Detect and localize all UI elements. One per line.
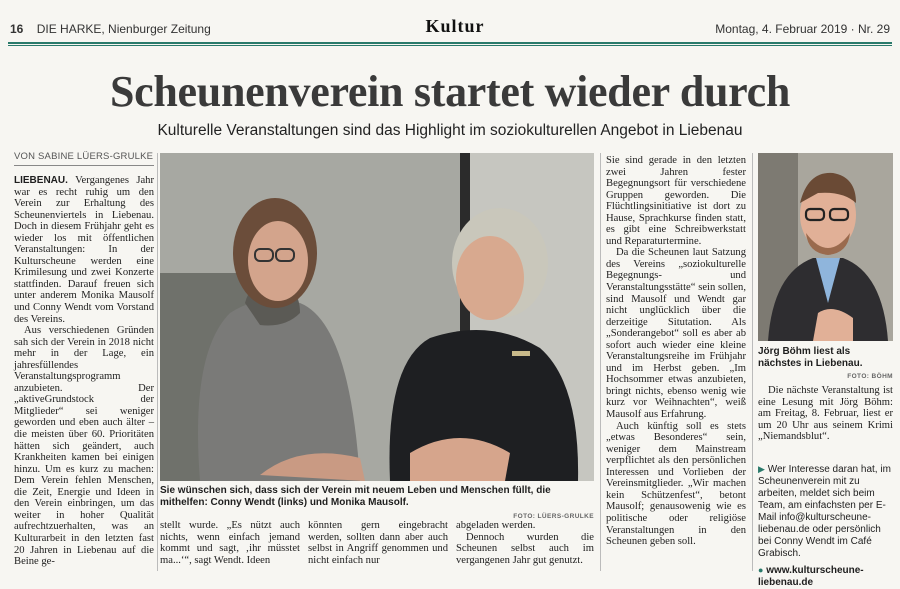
column-divider (157, 153, 158, 571)
dateline: LIEBENAU. (14, 175, 68, 186)
column-3b-text-1: abgeladen werden. (456, 520, 536, 531)
article-headline: Scheunenverein startet wieder durch (109, 67, 790, 116)
portrait-illustration (758, 153, 893, 341)
info-text: Wer Interesse daran hat, im Scheunenverein mit zu arbeiten, meldet sich beim Team, am einfachsten per E-Mail info@kulturscheune-liebenau.de oder persönlich bei Conny Wendt im Café Grabisch. (758, 464, 891, 559)
portrait-caption (758, 346, 893, 383)
newspaper-subtitle: Nienburger Zeitung (104, 22, 211, 36)
article-column-3b (456, 520, 594, 566)
arrow-right-icon: ▶ (758, 464, 765, 474)
article-column-4 (606, 155, 746, 548)
column-5-paragraph-1: Die nächste Veranstaltung ist eine Lesung mit Jörg Böhm: am Freitag, 8. Februar, liest er um 20 Uhr aus seinem Krimi „Niemandsblut“. (758, 385, 893, 443)
photo-illustration (160, 153, 594, 481)
photo-caption (160, 485, 594, 523)
column-4-paragraph-1: Sie sind gerade in den letzten zwei Jahren fester Begegnungsort für verschiedene Gruppen geworden. Die Flüchtlingsinitiative ist dort zu Hause, Sprachkurse finden statt, es gibt eine Schreibwerkstatt und Reparaturtermine. (606, 155, 746, 247)
article-subheadline: Kulturelle Veranstaltungen sind das Highlight im soziokulturellen Angebot in Liebenau (157, 122, 743, 139)
website-link[interactable]: www.kulturscheune-liebenau.de (758, 565, 864, 588)
info-box (758, 463, 893, 589)
photo-caption-text: Sie wünschen sich, dass sich der Verein mit neuem Leben und Menschen füllt, die mithelfen: Conny Wendt (links) und Monika Mausolf. (160, 485, 551, 508)
header-rule (8, 42, 892, 44)
portrait-credit: FOTO: BÖHM (847, 373, 893, 380)
article-column-5 (758, 385, 893, 443)
column-3-text: könnten gern eingebracht werden, sollten dann aber auch selbst in Angriff genommen und nicht einfach nur (308, 520, 448, 566)
portrait-photo (758, 153, 893, 341)
column-divider (752, 153, 753, 571)
globe-icon: ● (758, 565, 764, 575)
column-2-text: stellt wurde. „Es nützt auch nichts, wenn einfach jemand kommt und sagt, ‚ihr müsstet ma...‘“, sagt Wendt. Ideen (160, 520, 300, 566)
portrait-caption-text: Jörg Böhm liest als nächstes in Liebenau. (758, 346, 863, 369)
article-photo (160, 153, 594, 481)
column-1-paragraph-1: Vergangenes Jahr war es recht ruhig um den Verein zur Erhaltung des Scheunenviertels in Liebenau. Doch in diesem Frühjahr geht es wieder los mit öffentlichen Veranstaltungen: In der Kulturscheune werden eine Krimilesung und zwei Konzerte stattfinden. Darauf freuen sich unter anderem Monika Mausolf und Conny Wendt vom Vorstand des Vereins. (14, 175, 154, 325)
header-rule-thin (8, 45, 892, 46)
article-column-2 (160, 520, 300, 566)
article-column-1 (14, 175, 154, 568)
column-divider (600, 153, 601, 571)
column-4-paragraph-2: Da die Scheunen laut Satzung des Vereins „soziokulturelle Begegnungs- und Veranstaltungsstätte“ sein sollen, sind Mausolf und Wendt gar nicht unglücklich über die derzeitige Situtation. Als „Sonderangebot“ soll es aber ab sofort auch wieder eine kleine Veranstaltungsreihe im Frühjahr und im Herbst geben. „Im Hochsommer etwas anzubieten, bringt nichts, ebenso wenig wie kurz vor Weihnachten“, weiß Mausolf aus Erfahrung. (606, 247, 746, 421)
column-1-paragraph-2: Aus verschiedenen Gründen sah sich der Verein in 2018 nicht mehr in der Lage, ein jahresfüllendes Veranstaltungsprogramm anzubieten. Der „aktiveGrundstock der Mitglieder“ sei weniger geworden und eben auch älter – die meisten über 60. Prioritäten hätten sich geändert, auch Krankheiten kamen bei einigen hinzu. Um es kurz zu machen: Dem Verein fehlen Menschen, die Zeit, Energie und Ideen in den Verein einbringen, um das weiter in hoher Qualität aufrechtzuerhalten, was an Kulturarbeit in den letzten fast 20 Jahren in Liebenau auf die Beine ge- (14, 325, 154, 568)
byline: VON SABINE LÜERS-GRULKE (14, 151, 154, 162)
column-3b-text-2: Dennoch wurden die Scheunen selbst auch im vergangenen Jahr gut genutzt. (456, 531, 594, 566)
photo-credit: FOTO: LÜERS-GRULKE (513, 513, 594, 520)
page-header-left (10, 22, 211, 36)
page-number: 16 (10, 22, 24, 36)
byline-rule (14, 165, 154, 166)
column-4-paragraph-3: Auch künftig soll es stets „etwas Besonderes“ sein, weniger dem Mainstream verpflichtet als den persönlichen Interessen und Vorlieben der Vereinsmitglieder. „Wir machen kein Schützenfest“, betont Mausolf; genausowenig wie es politische oder religiöse Veranstaltungen in den Scheunen geben soll. (606, 420, 746, 548)
issue-date: Montag, 4. Februar 2019 · Nr. 29 (715, 22, 890, 36)
section-title: Kultur (425, 16, 485, 36)
article-column-3 (308, 520, 448, 566)
newspaper-name: DIE HARKE, (36, 22, 105, 36)
